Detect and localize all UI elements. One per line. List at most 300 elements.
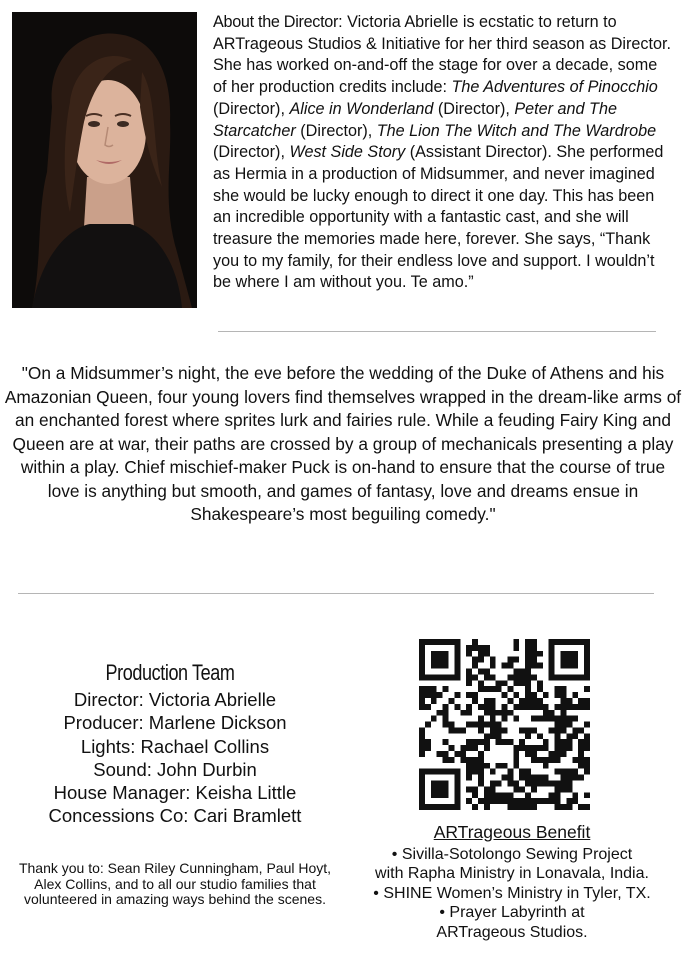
qr-module (484, 792, 490, 798)
qr-module (578, 763, 584, 769)
qr-module (478, 727, 484, 733)
qr-module (507, 792, 513, 798)
qr-module (555, 751, 561, 757)
qr-module (490, 733, 496, 739)
qr-module (543, 781, 549, 787)
qr-module (513, 745, 519, 751)
qr-module (460, 745, 466, 751)
qr-module (502, 680, 508, 686)
qr-module (537, 704, 543, 710)
qr-module (448, 757, 454, 763)
qr-module (466, 710, 472, 716)
credit-title: The Adventures of Pinocchio (451, 78, 658, 97)
qr-module (525, 727, 531, 733)
benefit-line: • Prayer Labyrinth at (439, 904, 585, 921)
production-team-list (0, 688, 350, 828)
qr-module (460, 727, 466, 733)
team-member: House Manager: Keisha Little (53, 782, 297, 804)
qr-module (478, 680, 484, 686)
qr-module (490, 727, 496, 733)
qr-module (507, 698, 513, 704)
qr-module (484, 786, 490, 792)
qr-module (431, 651, 449, 669)
qr-module (502, 727, 508, 733)
qr-module (525, 663, 531, 669)
qr-module (566, 698, 572, 704)
qr-module (578, 727, 584, 733)
qr-module (537, 680, 543, 686)
qr-module (543, 692, 549, 698)
qr-module (507, 798, 513, 804)
bio-label: About the Director (213, 13, 339, 31)
qr-module (454, 692, 460, 698)
qr-module (566, 733, 572, 739)
credit-title: The Lion The Witch and The Wardrobe (376, 121, 657, 140)
qr-module (578, 739, 584, 745)
benefit-line: • Sivilla-Sotolongo Sewing Project (391, 845, 633, 863)
qr-module (466, 722, 472, 728)
qr-module (537, 775, 543, 781)
qr-module (525, 668, 531, 674)
credit-title: Peter and The Starcatcher (213, 99, 617, 140)
qr-module (531, 704, 537, 710)
qr-module (478, 769, 484, 775)
qr-module (584, 698, 590, 704)
qr-module (496, 739, 502, 745)
qr-module (531, 674, 537, 680)
qr-module (572, 704, 578, 710)
qr-module (572, 716, 578, 722)
qr-module (419, 686, 425, 692)
qr-module (525, 775, 531, 781)
divider (18, 593, 654, 594)
qr-module (513, 668, 519, 674)
qr-module (578, 804, 584, 810)
qr-module (549, 716, 555, 722)
qr-module (507, 769, 513, 775)
qr-module (578, 757, 584, 763)
qr-module (490, 657, 496, 663)
bio-text: (Assistant Director). She performed as Hermia in a production of Midsummer, and never imagined she would be lucky enough to direct it one day. This has been an incredible opportunity with a fantastic cast, and she will treasure the memories made here, forever. She says, “Thank you to my family, for their endless love and support. I wouldn’t be where I am without you. Te amo.” (213, 143, 664, 292)
qr-module (425, 745, 431, 751)
bio-text: (Director), (433, 99, 515, 118)
qr-module (513, 645, 519, 651)
benefit-title[interactable]: ARTrageous Benefit (433, 822, 591, 842)
qr-module (478, 657, 484, 663)
qr-module (490, 716, 496, 722)
team-member: Lights: Rachael Collins (80, 735, 270, 757)
qr-module (454, 727, 460, 733)
qr-module (566, 716, 572, 722)
qr-module (578, 698, 584, 704)
thank-you-note: Thank you to: Sean Riley Cunningham, Paul Hoyt, Alex Collins, and to all our studio families that volunteered in amazing ways behind the scenes. (18, 860, 332, 907)
qr-module (531, 698, 537, 704)
qr-module (484, 651, 490, 657)
bio-text: (Director), (213, 143, 290, 162)
qr-module (531, 645, 537, 651)
qr-module (543, 763, 549, 769)
qr-module (519, 798, 525, 804)
qr-module (466, 704, 472, 710)
qr-module (572, 692, 578, 698)
qr-module (478, 704, 484, 710)
qr-module (566, 769, 572, 775)
qr-module (437, 692, 443, 698)
qr-module (519, 775, 525, 781)
qr-module (460, 710, 466, 716)
qr-module (472, 645, 478, 651)
qr-module (561, 804, 567, 810)
qr-module (525, 645, 531, 651)
qr-module (454, 704, 460, 710)
qr-module (519, 674, 525, 680)
qr-module (448, 698, 454, 704)
qr-module (537, 798, 543, 804)
qr-module (578, 775, 584, 781)
team-member: Sound: John Durbin (93, 758, 257, 780)
qr-module (466, 763, 472, 769)
qr-module (484, 763, 490, 769)
qr-module (566, 739, 572, 745)
qr-module (484, 745, 490, 751)
qr-module (502, 692, 508, 698)
qr-module (513, 680, 519, 686)
qr-module (543, 745, 549, 751)
qr-module (525, 769, 531, 775)
qr-module (502, 798, 508, 804)
qr-module (584, 722, 590, 728)
synopsis: "On a Midsummer’s night, the eve before the wedding of the Duke of Athens and his Amazonian Queen, four young lovers find themselves wrapped in the dream-like arms of an enchanted forest where sprites lurk and fairies rule. While a feuding Fairy King and Queen are at war, their paths are crossed by a group of mechanicals presenting a play within a play. Chief mischief-maker Puck is on-hand to ensure that the course of true love is anything but smooth, and games of fantasy, love and dreams ensue in Shakespeare’s most beguiling comedy." (4, 363, 682, 524)
qr-module (549, 710, 555, 716)
qr-module (507, 739, 513, 745)
qr-module (507, 657, 513, 663)
qr-module (478, 716, 484, 722)
qr-module (519, 769, 525, 775)
qr-module (531, 804, 537, 810)
qr-module (572, 733, 578, 739)
qr-module (443, 757, 449, 763)
qr-module (472, 757, 478, 763)
qr-module (484, 645, 490, 651)
qr-module (443, 751, 449, 757)
qr-module (478, 798, 484, 804)
qr-module (490, 792, 496, 798)
qr-module (525, 733, 531, 739)
qr-module (496, 710, 502, 716)
qr-module (484, 686, 490, 692)
qr-module (561, 745, 567, 751)
qr-module (443, 739, 449, 745)
qr-module (519, 745, 525, 751)
qr-module (478, 668, 484, 674)
qr-module (502, 792, 508, 798)
qr-module (425, 686, 431, 692)
qr-module (478, 757, 484, 763)
qr-module (425, 692, 431, 698)
qr-module (531, 775, 537, 781)
qr-module (513, 639, 519, 645)
qr-module (555, 692, 561, 698)
qr-module (478, 739, 484, 745)
qr-module (543, 757, 549, 763)
qr-module (425, 739, 431, 745)
qr-module (448, 727, 454, 733)
credit-title: Alice in Wonderland (289, 99, 434, 118)
qr-module (472, 663, 478, 669)
qr-module (537, 698, 543, 704)
qr-module (490, 686, 496, 692)
qr-module (555, 722, 561, 728)
qr-module (466, 645, 472, 651)
qr-module (472, 804, 478, 810)
qr-module (466, 668, 472, 674)
qr-module (555, 798, 561, 804)
qr-module (419, 704, 425, 710)
qr-module (513, 781, 519, 787)
qr-module (561, 786, 567, 792)
qr-module (484, 674, 490, 680)
qr-module (419, 733, 425, 739)
qr-module (513, 692, 519, 698)
qr-module (584, 769, 590, 775)
qr-module (419, 739, 425, 745)
qr-module (431, 692, 437, 698)
qr-module (419, 727, 425, 733)
qr-module (507, 710, 513, 716)
qr-module (555, 733, 561, 739)
qr-module (466, 757, 472, 763)
benefit-section (352, 823, 672, 942)
qr-module (561, 686, 567, 692)
qr-module (561, 704, 567, 710)
qr-module (531, 751, 537, 757)
qr-module (537, 651, 543, 657)
qr-module (549, 781, 555, 787)
qr-module (519, 786, 525, 792)
qr-module (507, 804, 513, 810)
qr-module (519, 680, 525, 686)
qr-module (472, 639, 478, 645)
qr-module (490, 786, 496, 792)
qr-module (431, 781, 449, 799)
qr-module (472, 722, 478, 728)
qr-module (484, 798, 490, 804)
qr-module (466, 798, 472, 804)
qr-module (519, 668, 525, 674)
qr-module (584, 804, 590, 810)
qr-module (561, 692, 567, 698)
qr-module (490, 674, 496, 680)
qr-module (472, 674, 478, 680)
qr-module (531, 716, 537, 722)
qr-module (531, 663, 537, 669)
qr-module (572, 757, 578, 763)
qr-module (566, 798, 572, 804)
qr-module (484, 804, 490, 810)
qr-module (496, 733, 502, 739)
benefit-line: ARTrageous Studios. (436, 923, 588, 941)
qr-module (484, 698, 490, 704)
qr-module (519, 727, 525, 733)
qr-module (496, 798, 502, 804)
qr-module (496, 722, 502, 728)
qr-module (525, 745, 531, 751)
qr-module (537, 781, 543, 787)
qr-module (578, 751, 584, 757)
qr-module (513, 757, 519, 763)
qr-module (443, 716, 449, 722)
bio-text: : Victoria Abrielle is ecstatic to return to ARTrageous Studios & Initiative for her third season as Director. She has worked on-and-off the stage for over a decade, some of her production credits include: (213, 13, 671, 97)
team-member: Producer: Marlene Dickson (63, 712, 287, 734)
qr-module (572, 775, 578, 781)
qr-module (484, 668, 490, 674)
qr-module (513, 657, 519, 663)
qr-module (496, 680, 502, 686)
qr-module (555, 739, 561, 745)
qr-module (437, 751, 443, 757)
qr-module (561, 698, 567, 704)
qr-module (525, 692, 531, 698)
qr-module (531, 798, 537, 804)
qr-module (466, 692, 472, 698)
qr-module (466, 674, 472, 680)
qr-module (496, 792, 502, 798)
qr-module (531, 757, 537, 763)
qr-module (472, 745, 478, 751)
qr-module (513, 716, 519, 722)
qr-module (549, 757, 555, 763)
qr-module (566, 781, 572, 787)
qr-module (566, 775, 572, 781)
qr-module (490, 781, 496, 787)
qr-module (525, 704, 531, 710)
qr-module (537, 745, 543, 751)
director-photo (12, 12, 197, 308)
team-member: Concessions Co: Cari Bramlett (48, 805, 302, 827)
qr-module (566, 704, 572, 710)
qr-module (472, 786, 478, 792)
qr-module (584, 792, 590, 798)
qr-module (502, 663, 508, 669)
qr-module (519, 804, 525, 810)
qr-module (555, 804, 561, 810)
qr-module (531, 651, 537, 657)
qr-module (490, 704, 496, 710)
qr-module (525, 651, 531, 657)
qr-module (525, 657, 531, 663)
qr-module (466, 739, 472, 745)
credit-title: West Side Story (289, 143, 406, 162)
qr-module (543, 798, 549, 804)
qr-module (513, 704, 519, 710)
qr-module (496, 686, 502, 692)
qr-module (472, 657, 478, 663)
qr-module (572, 769, 578, 775)
qr-module (425, 704, 431, 710)
qr-module (543, 739, 549, 745)
qr-module (555, 745, 561, 751)
qr-module (507, 663, 513, 669)
qr-module (431, 716, 437, 722)
qr-module (478, 651, 484, 657)
qr-module (537, 663, 543, 669)
qr-module (584, 704, 590, 710)
qr-module (496, 781, 502, 787)
qr-module (537, 757, 543, 763)
qr-module (531, 639, 537, 645)
qr-module (561, 651, 579, 669)
qr-module (537, 686, 543, 692)
qr-module (561, 739, 567, 745)
qr-module (549, 798, 555, 804)
qr-module (531, 781, 537, 787)
production-team-title: Production Team (105, 660, 235, 685)
qr-module (561, 727, 567, 733)
qr-module (460, 757, 466, 763)
qr-module (525, 792, 531, 798)
bio-text: (Director), (295, 121, 377, 140)
qr-module (507, 781, 513, 787)
qr-module (443, 686, 449, 692)
qr-module (555, 786, 561, 792)
qr-module (531, 745, 537, 751)
qr-module (525, 639, 531, 645)
qr-module (484, 739, 490, 745)
qr-module (531, 692, 537, 698)
benefit-line: • SHINE Women’s Ministry in Tyler, TX. (373, 884, 651, 902)
qr-code[interactable] (419, 639, 590, 810)
qr-module (448, 722, 454, 728)
qr-module (561, 722, 567, 728)
qr-module (472, 698, 478, 704)
qr-module (472, 739, 478, 745)
qr-module (566, 786, 572, 792)
bio-text: (Director), (213, 99, 290, 118)
qr-module (566, 745, 572, 751)
qr-module (431, 686, 437, 692)
qr-module (513, 751, 519, 757)
qr-module (561, 781, 567, 787)
qr-module (549, 751, 555, 757)
qr-module (443, 722, 449, 728)
qr-module (584, 745, 590, 751)
qr-module (584, 739, 590, 745)
qr-module (507, 775, 513, 781)
qr-module (555, 686, 561, 692)
qr-module (561, 751, 567, 757)
qr-module (566, 722, 572, 728)
qr-module (513, 763, 519, 769)
qr-module (478, 645, 484, 651)
qr-module (543, 710, 549, 716)
qr-module (466, 651, 472, 657)
qr-module (425, 722, 431, 728)
qr-module (507, 674, 513, 680)
qr-module (519, 739, 525, 745)
qr-module (513, 786, 519, 792)
qr-module (543, 775, 549, 781)
qr-module (466, 745, 472, 751)
team-member: Director: Victoria Abrielle (73, 689, 277, 710)
qr-module (502, 775, 508, 781)
qr-module (490, 798, 496, 804)
qr-module (537, 716, 543, 722)
qr-module (572, 792, 578, 798)
qr-module (525, 781, 531, 787)
qr-module (525, 798, 531, 804)
qr-module (555, 757, 561, 763)
qr-module (561, 775, 567, 781)
